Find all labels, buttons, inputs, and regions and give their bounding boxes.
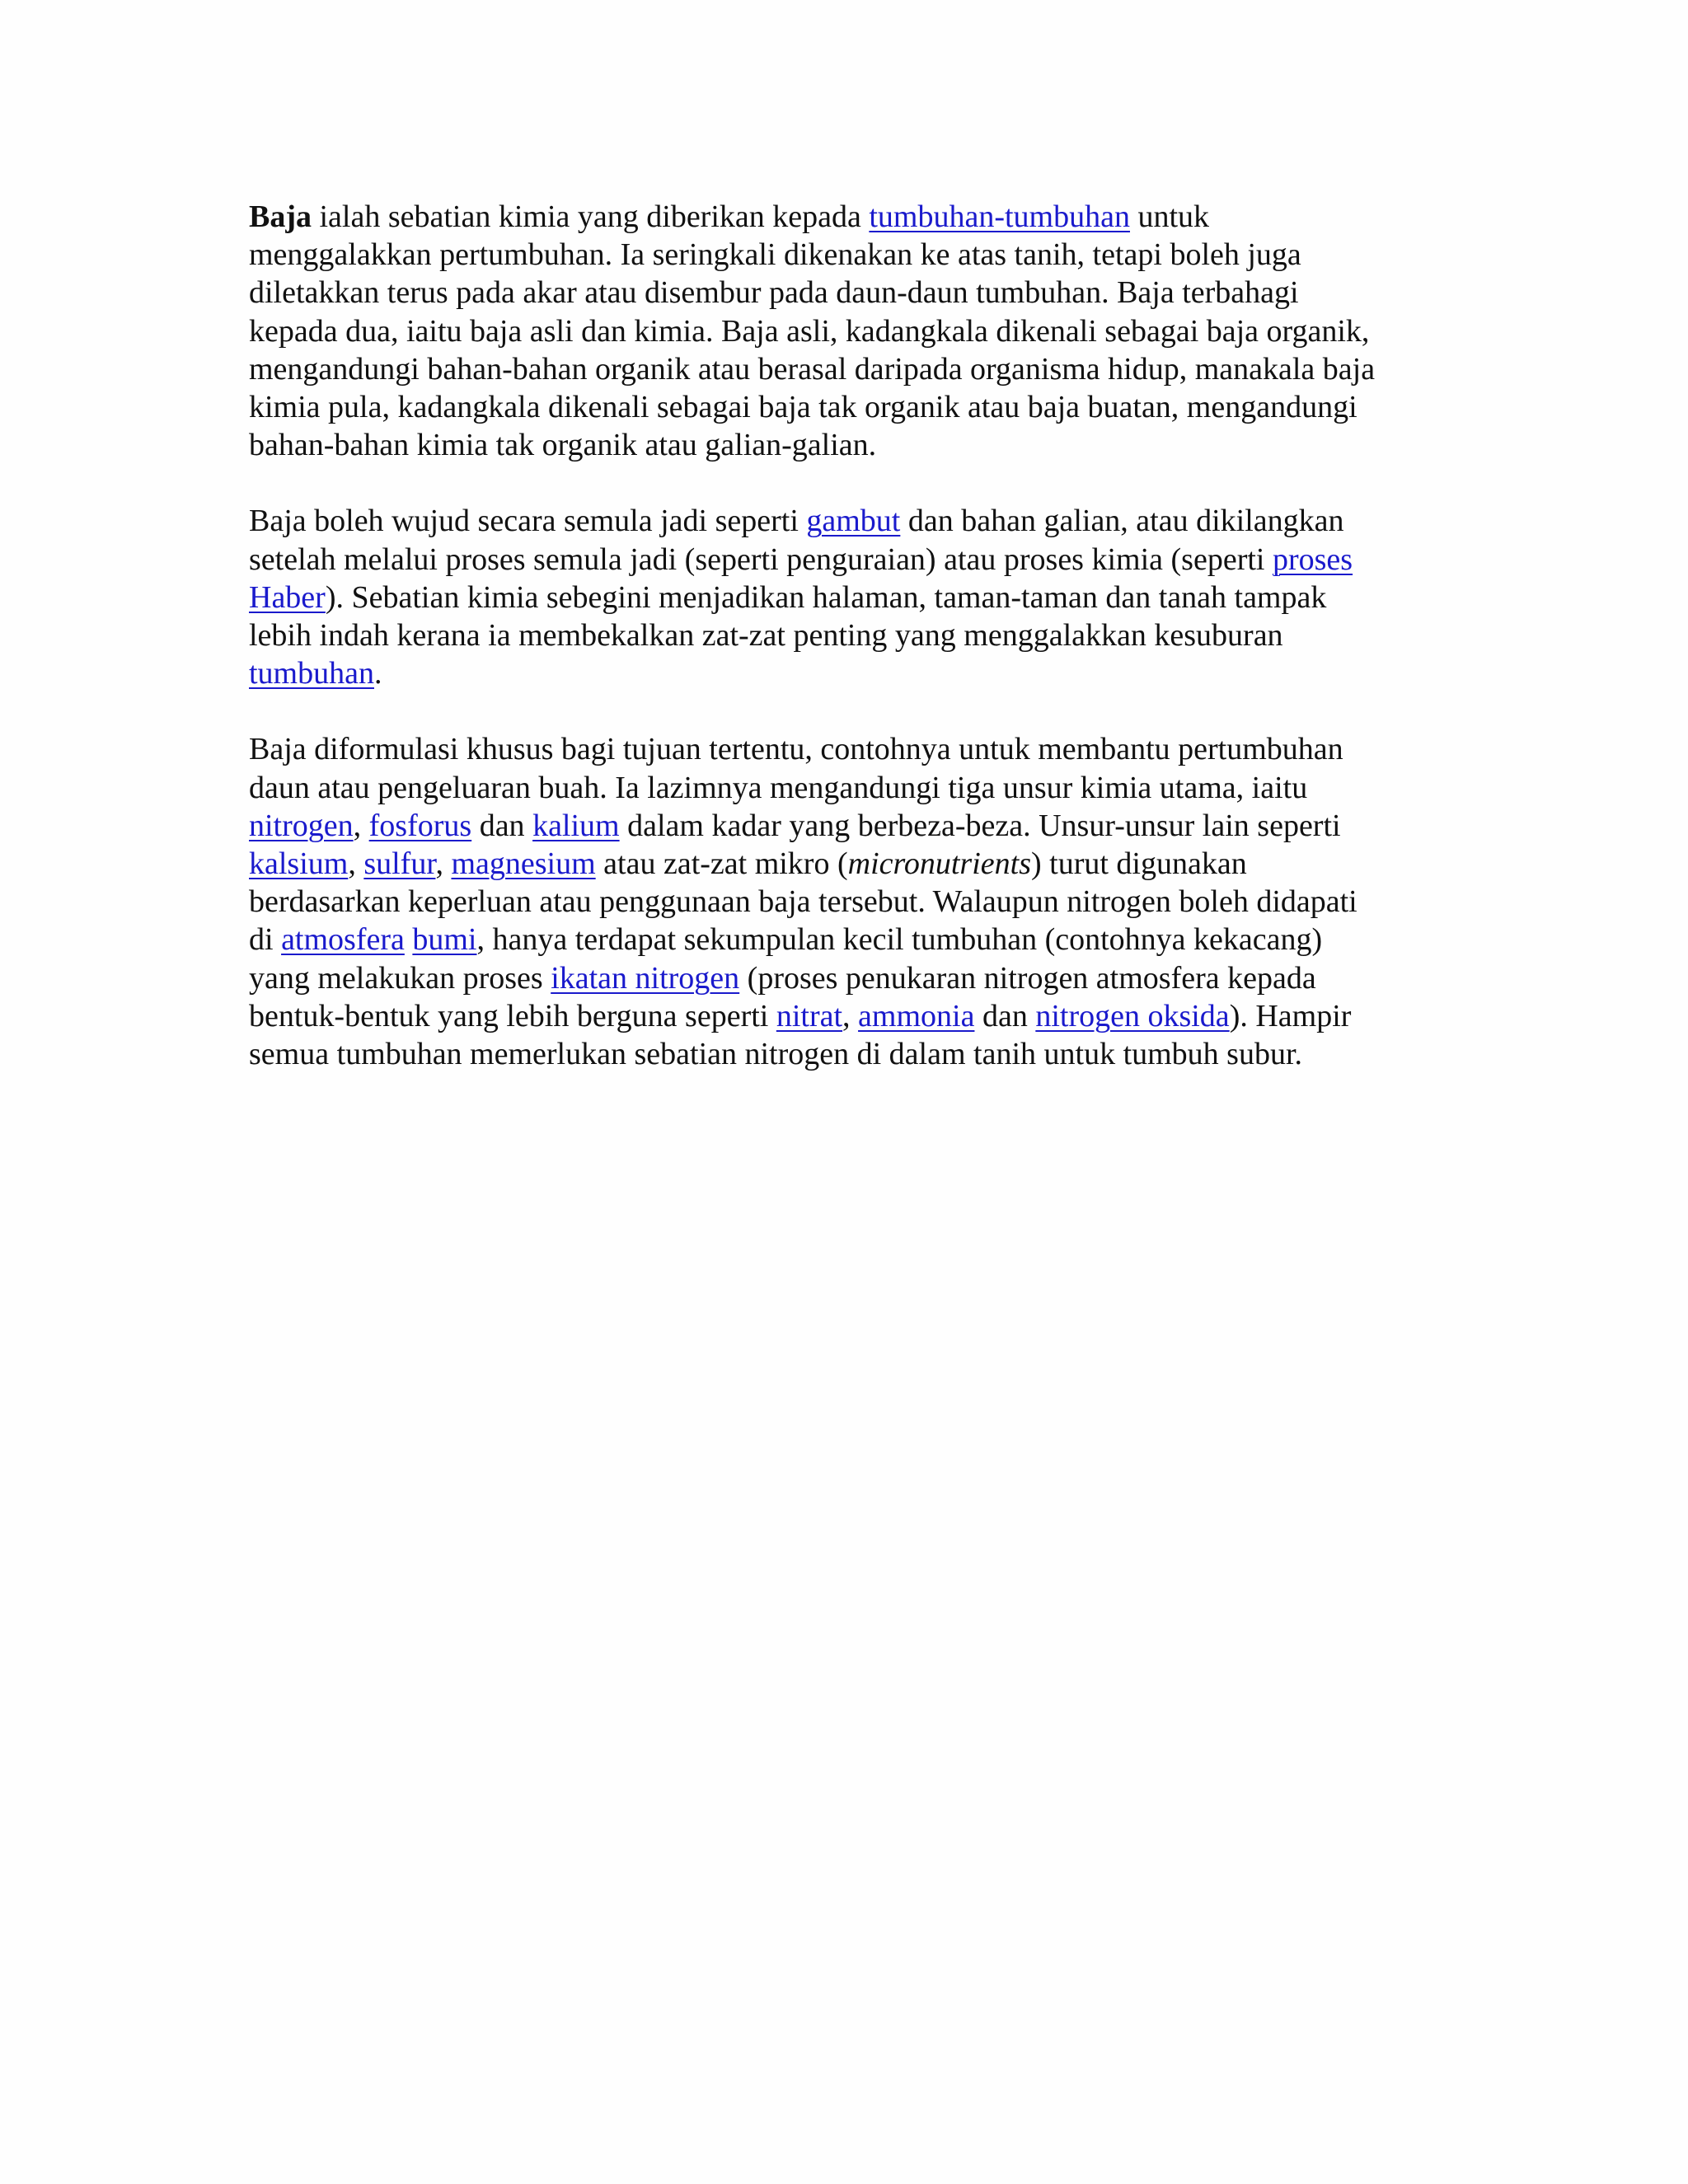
text-segment: lebih indah kerana ia membekalkan zat-zat penting yang menggalakkan kesuburan [249,618,1283,654]
document-body [249,198,1452,1111]
text-segment: , hanya terdapat sekumpulan kecil tumbuhan (contohnya kekacang) [476,922,1323,958]
inline-link[interactable]: nitrogen oksida [1035,998,1230,1033]
text-segment: berdasarkan keperluan atau penggunaan baja tersebut. Walaupun nitrogen boleh didapati [249,884,1357,920]
text-segment: (proses penukaran nitrogen atmosfera kepada [739,960,1316,996]
text-line [249,959,1452,997]
paragraph-3 [249,730,1452,1073]
text-segment: , [353,808,369,843]
inline-link[interactable]: kalium [532,808,620,843]
inline-link[interactable]: kalsium [249,846,349,882]
text-segment: ialah sebatian kimia yang diberikan kepada [312,199,870,234]
inline-link[interactable]: tumbuhan-tumbuhan [869,199,1130,234]
text-segment: ). Sebatian kimia sebegini menjadikan halaman, taman-taman dan tanah tampak [325,579,1327,615]
text-segment: , [842,998,859,1033]
text-segment: bahan-bahan kimia tak organik atau galian-galian. [249,428,877,463]
inline-link[interactable]: magnesium [451,846,596,882]
text-segment: dan [974,998,1036,1033]
text-line [249,198,1452,236]
inline-link[interactable]: ikatan nitrogen [551,960,740,996]
text-line [249,921,1452,958]
text-segment: ). Hampir [1229,998,1352,1033]
text-segment: Baja diformulasi khusus bagi tujuan tertentu, contohnya untuk membantu pertumbuhan [249,732,1343,767]
text-line [249,426,1452,464]
italic-term: micronutrients [847,846,1031,882]
text-segment: , [435,846,452,882]
text-line [249,579,1452,616]
text-line [249,769,1452,807]
inline-link[interactable]: sulfur [363,846,436,882]
text-segment [405,922,413,957]
text-line [249,883,1452,921]
text-line [249,541,1452,579]
inline-link[interactable]: tumbuhan [249,656,374,691]
inline-link[interactable]: Haber [249,579,326,615]
inline-link[interactable]: atmosfera [281,922,405,958]
text-segment: diletakkan terus pada akar atau disembur pada daun-daun tumbuhan. Baja terbahagi [249,275,1299,311]
text-line [249,236,1452,274]
text-segment: dan bahan galian, atau dikilangkan [900,504,1344,539]
text-line [249,997,1452,1035]
inline-link[interactable]: fosforus [368,808,472,843]
text-line [249,312,1452,350]
text-segment: di [249,922,282,958]
inline-link[interactable]: nitrogen [249,808,354,843]
text-line [249,807,1452,845]
text-segment: yang melakukan proses [249,960,551,996]
bold-term: Baja [249,199,312,234]
text-segment: dan [471,808,533,843]
text-line [249,350,1452,388]
text-segment: kepada dua, iaitu baja asli dan kimia. Baja asli, kadangkala dikenali sebagai baja organik, [249,313,1370,349]
text-segment: ) turut digunakan [1030,846,1247,882]
text-line [249,388,1452,426]
inline-link[interactable]: bumi [412,922,477,958]
text-segment: untuk [1129,199,1210,234]
text-segment: mengandungi bahan-bahan organik atau berasal daripada organisma hidup, manakala baja [249,351,1376,387]
paragraph-2 [249,502,1452,692]
text-line [249,1035,1452,1073]
text-segment: bentuk-bentuk yang lebih berguna seperti [249,998,776,1033]
inline-link[interactable]: ammonia [858,998,975,1033]
text-segment: . [373,656,382,691]
text-line [249,845,1452,883]
text-segment: dalam kadar yang berbeza-beza. Unsur-unsur lain seperti [619,808,1341,843]
text-segment: menggalakkan pertumbuhan. Ia seringkali dikenakan ke atas tanih, tetapi boleh juga [249,237,1301,273]
paragraph-1 [249,198,1452,464]
text-line [249,616,1452,654]
inline-link[interactable]: proses [1272,541,1353,577]
text-line [249,654,1452,692]
text-segment: , [348,846,364,882]
text-segment: setelah melalui proses semula jadi (seperti penguraian) atau proses kimia (seperti [249,541,1273,577]
text-segment: Baja boleh wujud secara semula jadi seperti [249,504,807,539]
text-segment: atau zat-zat mikro ( [595,846,848,882]
inline-link[interactable]: gambut [806,504,901,539]
text-segment: daun atau pengeluaran buah. Ia lazimnya mengandungi tiga unsur kimia utama, iaitu [249,770,1308,805]
text-line [249,274,1452,312]
text-segment: kimia pula, kadangkala dikenali sebagai baja tak organik atau baja buatan, mengandungi [249,390,1357,425]
inline-link[interactable]: nitrat [776,998,843,1033]
text-line [249,730,1452,768]
text-line [249,502,1452,540]
text-segment: semua tumbuhan memerlukan sebatian nitrogen di dalam tanih untuk tumbuh subur. [249,1037,1303,1072]
